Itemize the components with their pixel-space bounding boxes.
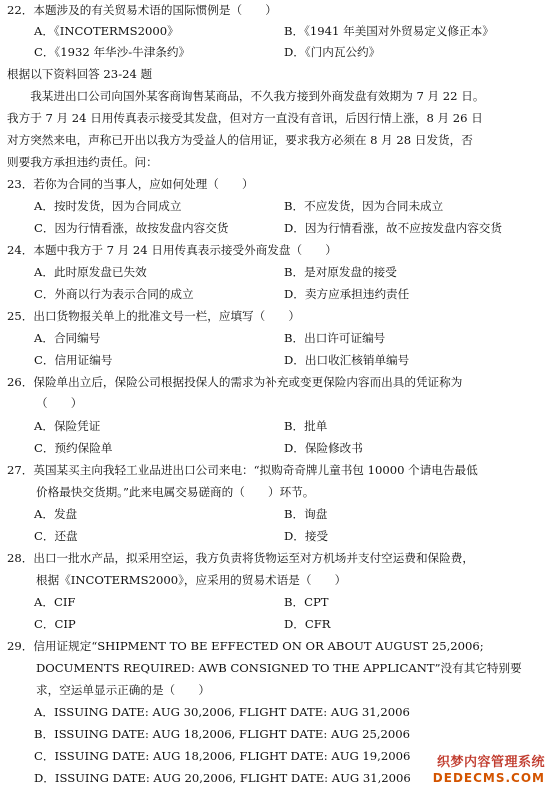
watermark-text-bottom: DEDECMS.COM	[432, 771, 545, 785]
q27-option-d: D．接受	[284, 529, 329, 543]
passage-line: 我某进出口公司向国外某客商询售某商品，不久我方接到外商发盘有效期为 7 月 22 日。	[7, 89, 485, 103]
q28-option-d: D．CFR	[284, 617, 331, 631]
q27-stem-cont: 价格最快交货期。”此来电属交易磋商的（ ）环节。	[36, 485, 315, 499]
passage-line: 则要我方承担违约责任。问：	[7, 155, 158, 169]
q27-option-b: B．询盘	[284, 507, 328, 521]
q22-option-a: A．《INCOTERMS2000》	[34, 24, 179, 38]
watermark-text-top: 织梦内容管理系统	[436, 755, 545, 770]
q29-stem-cont: DOCUMENTS REQUIRED: AWB CONSIGNED TO THE APPLICANT”没有其它特别要	[36, 661, 522, 675]
q25-option-b: B．出口许可证编号	[284, 331, 386, 345]
q29-stem-cont: 求，空运单显示正确的是（ ）	[36, 683, 210, 697]
watermark-logo	[427, 756, 545, 790]
q29-option-d: D．ISSUING DATE: AUG 20,2006, FLIGHT DATE: AUG 31,2006	[34, 771, 411, 785]
passage-line: 对方突然来电，声称已开出以我方为受益人的信用证，要求我方必须在 8 月 28 日发货，否	[7, 133, 473, 147]
q27-option-a: A．发盘	[34, 507, 78, 521]
q25-option-a: A．合同编号	[34, 331, 101, 345]
q28-option-a: A．CIF	[34, 595, 76, 609]
q22-stem: 22．本题涉及的有关贸易术语的国际惯例是（ ）	[7, 3, 277, 17]
q28-option-c: C．CIP	[34, 617, 76, 631]
q23-option-c: C．因为行情看涨，故按发盘内容交货	[34, 221, 229, 235]
q24-option-c: C．外商以行为表示合同的成立	[34, 287, 194, 301]
q24-stem: 24．本题中我方于 7 月 24 日用传真表示接受外商发盘（ ）	[7, 243, 337, 257]
q23-option-d: D．因为行情看涨，故不应按发盘内容交货	[284, 221, 502, 235]
q23-option-a: A．按时发货，因为合同成立	[34, 199, 182, 213]
q24-option-a: A．此时原发盘已失效	[34, 265, 147, 279]
q26-stem: 26．保险单出立后，保险公司根据投保人的需求为补充或变更保险内容而出具的凭证称为	[7, 375, 463, 389]
q24-option-d: D．卖方应承担违约责任	[284, 287, 410, 301]
q22-option-d: D．《门内瓦公约》	[284, 45, 381, 59]
q28-option-b: B．CPT	[284, 595, 329, 609]
q25-stem: 25．出口货物报关单上的批准文号一栏，应填写（ ）	[7, 309, 301, 323]
q23-option-b: B．不应发货，因为合同未成立	[284, 199, 444, 213]
q25-option-c: C．信用证编号	[34, 353, 113, 367]
q29-option-a: A．ISSUING DATE: AUG 30,2006, FLIGHT DATE: AUG 31,2006	[34, 705, 410, 719]
q28-stem: 28．出口一批水产品，拟采用空运，我方负责将货物运至对方机场并支付空运费和保险费，	[7, 551, 474, 565]
q26-option-d: D．保险修改书	[284, 441, 363, 455]
q24-option-b: B．是对原发盘的接受	[284, 265, 397, 279]
q29-option-b: B．ISSUING DATE: AUG 18,2006, FLIGHT DATE: AUG 25,2006	[34, 727, 411, 741]
q23-stem: 23．若你为合同的当事人，应如何处理（ ）	[7, 177, 254, 191]
passage-line: 我方于 7 月 24 日用传真表示接受其发盘，但对方一直没有音讯，后因行情上涨，8 月 26 日	[7, 111, 483, 125]
q27-option-c: C．还盘	[34, 529, 78, 543]
q22-option-c: C．《1932 年华沙-牛津条约》	[34, 45, 191, 59]
q26-option-a: A．保险凭证	[34, 419, 101, 433]
q27-stem: 27．英国某买主向我轻工业品进出口公司来电：“拟购奇奇牌儿童书包 10000 个请电告最低	[7, 463, 478, 477]
q29-stem: 29．信用证规定“SHIPMENT TO BE EFFECTED ON OR ABOUT AUGUST 25,2006;	[7, 639, 484, 653]
q22-option-b: B．《1941 年美国对外贸易定义修正本》	[284, 24, 494, 38]
q26-stem-cont: （ ）	[36, 396, 83, 410]
q26-option-c: C．预约保险单	[34, 441, 113, 455]
q25-option-d: D．出口收汇核销单编号	[284, 353, 410, 367]
q28-stem-cont: 根据《INCOTERMS2000》，应采用的贸易术语是（ ）	[36, 573, 347, 587]
q26-option-b: B．批单	[284, 419, 328, 433]
q29-option-c: C．ISSUING DATE: AUG 18,2006, FLIGHT DATE: AUG 19,2006	[34, 749, 411, 763]
passage-heading: 根据以下资料回答 23-24 题	[7, 67, 153, 81]
